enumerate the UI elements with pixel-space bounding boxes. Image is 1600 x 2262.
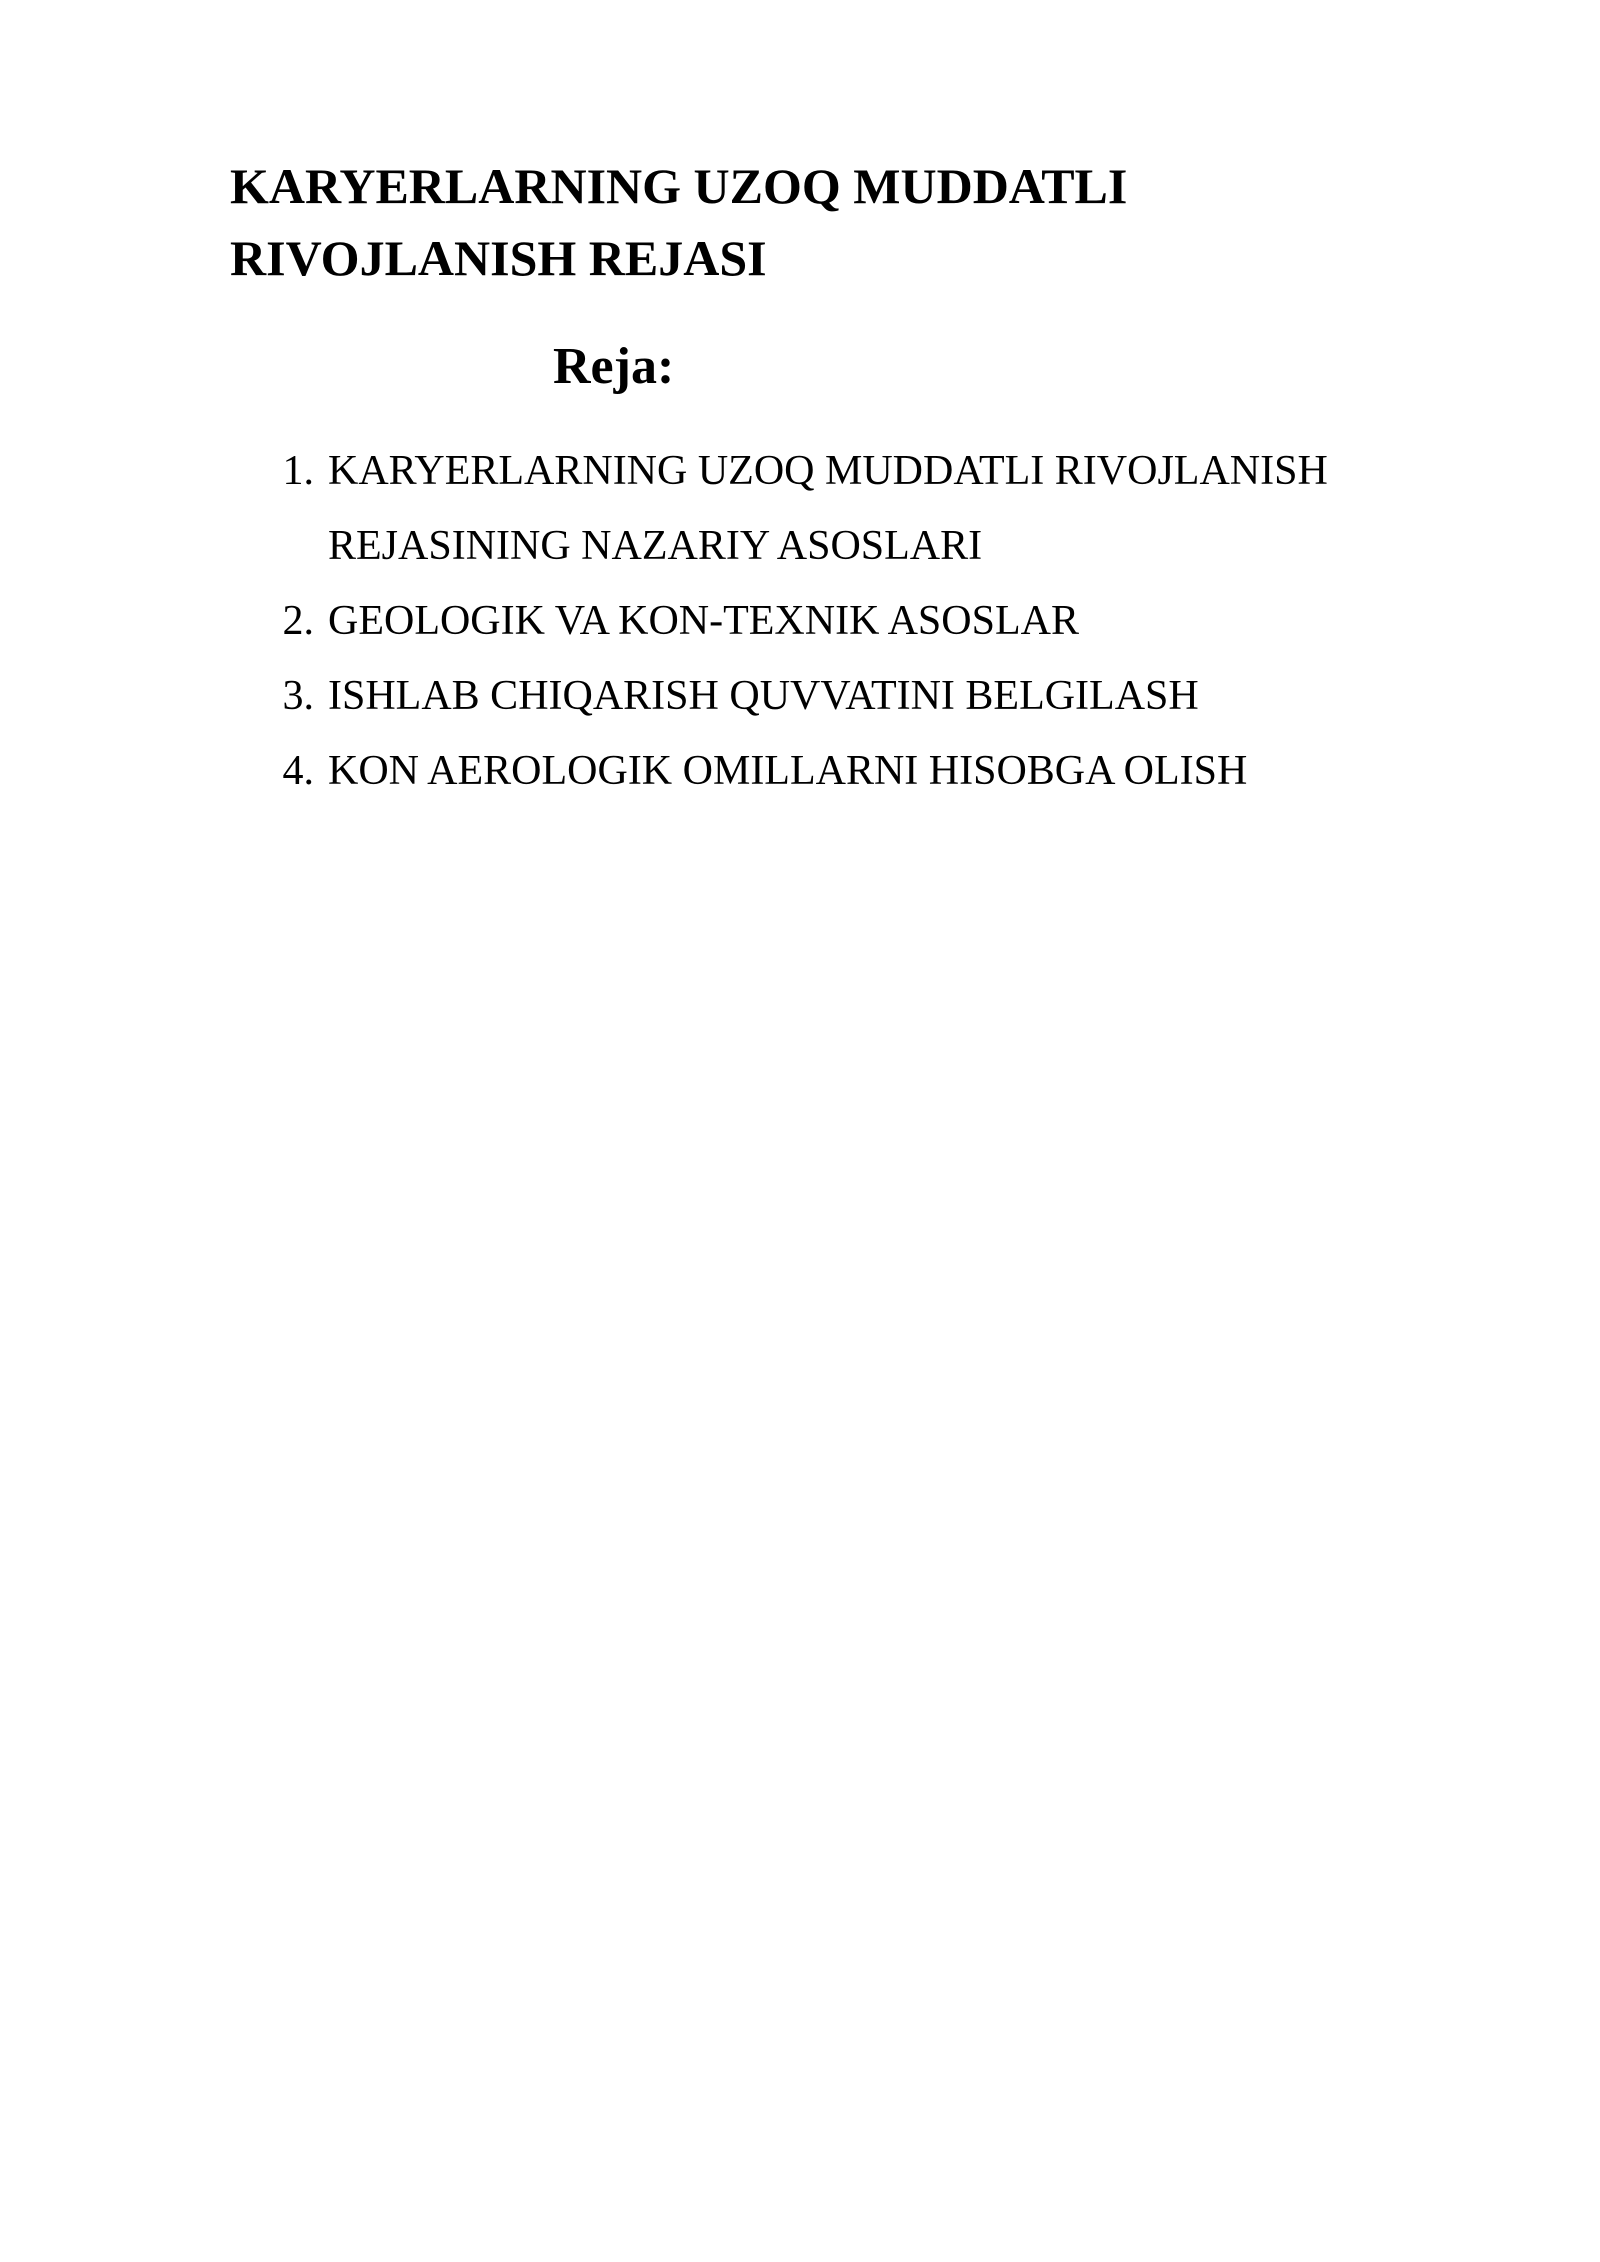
plan-list (230, 434, 1430, 809)
plan-item-3 (230, 659, 1430, 734)
plan-item-text: ISHLAB CHIQARISH QUVVATINI BELGILASH (328, 673, 1199, 719)
plan-item-text: KARYERLARNING UZOQ MUDDATLI RIVOJLANISH REJASINING NAZARIY ASOSLARI (328, 448, 1328, 569)
plan-item-1 (230, 434, 1430, 584)
plan-item-number: 3. (282, 673, 314, 719)
plan-item-number: 4. (282, 748, 314, 794)
document-title (230, 150, 1330, 294)
plan-heading: Reja: (553, 338, 675, 395)
document-title-line-1: KARYERLARNING UZOQ MUDDATLI (230, 158, 1128, 214)
plan-item-4 (230, 734, 1430, 809)
plan-item-number: 1. (282, 448, 314, 494)
document-title-line-2: RIVOJLANISH REJASI (230, 230, 767, 286)
plan-item-text: GEOLOGIK VA KON-TEXNIK ASOSLAR (328, 598, 1079, 644)
plan-item-number: 2. (282, 598, 314, 644)
plan-item-text: KON AEROLOGIK OMILLARNI HISOBGA OLISH (328, 748, 1248, 794)
plan-item-2 (230, 584, 1430, 659)
